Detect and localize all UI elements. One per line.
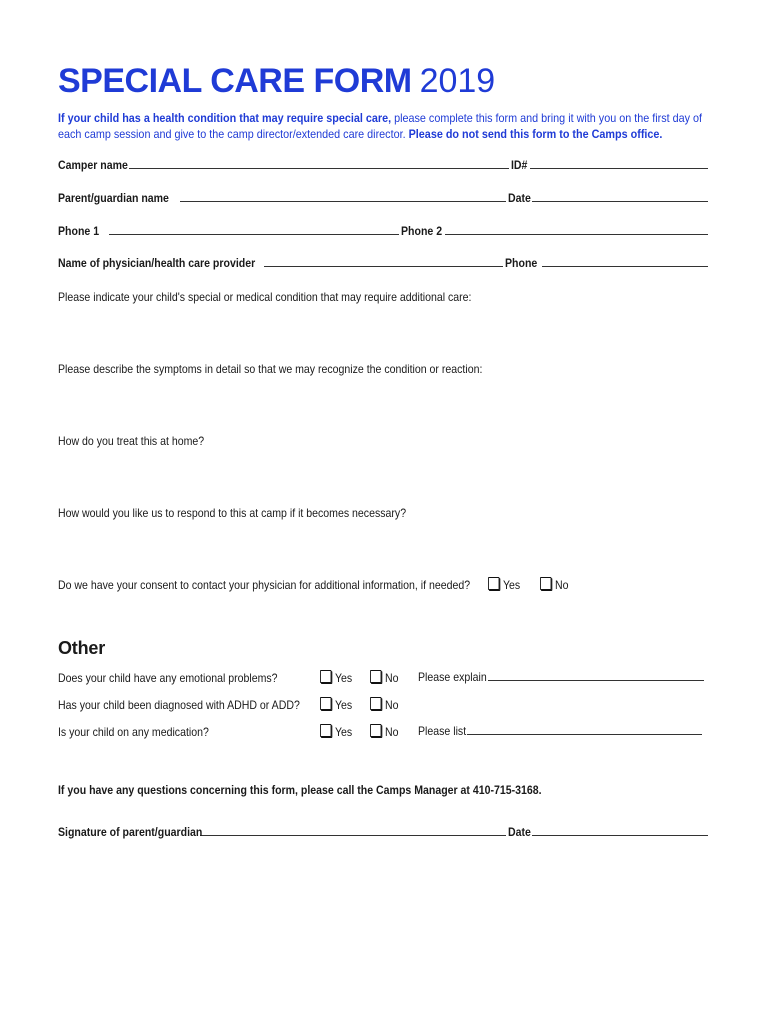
camper-name-label: Camper name [58, 158, 128, 172]
title-year: 2019 [419, 62, 496, 100]
signature-label: Signature of parent/guardian [58, 825, 203, 839]
adhd-yes-label: Yes [334, 698, 353, 712]
checkbox-icon[interactable] [320, 724, 331, 737]
date-field[interactable] [532, 201, 708, 202]
consent-yes-label: Yes [502, 578, 521, 592]
phone-row [58, 224, 710, 238]
other-heading: Other [58, 638, 106, 658]
consent-no-option[interactable] [540, 577, 568, 592]
explain-field[interactable] [488, 680, 704, 681]
parent-row [58, 191, 710, 205]
signature-date-field[interactable] [532, 835, 708, 836]
checkbox-icon[interactable] [320, 670, 331, 683]
phone1-label: Phone 1 [58, 224, 100, 238]
checkbox-icon[interactable] [488, 577, 499, 590]
question-home-treatment: How do you treat this at home? [58, 434, 205, 448]
consent-yes-option[interactable] [488, 577, 520, 592]
camper-name-field[interactable] [129, 168, 509, 169]
title-main: SPECIAL CARE FORM [58, 62, 412, 100]
phone2-field[interactable] [445, 234, 708, 235]
medication-no-label: No [384, 725, 399, 739]
question-emotional: Does your child have any emotional problems? [58, 671, 278, 685]
phone1-field[interactable] [109, 234, 399, 235]
physician-row [58, 256, 710, 270]
parent-name-field[interactable] [180, 201, 506, 202]
list-label: Please list [418, 724, 467, 738]
medication-no-option[interactable] [370, 724, 398, 739]
id-field[interactable] [530, 168, 708, 169]
physician-phone-field[interactable] [542, 266, 708, 267]
medication-yes-label: Yes [334, 725, 353, 739]
intro-bold-end: Please do not send this form to the Camps office. [405, 127, 663, 141]
intro-normal: please complete this form and bring it with you on the first day of each camp session and give to the camp director/extended care director. [58, 111, 703, 141]
adhd-no-option[interactable] [370, 697, 398, 712]
physician-label: Name of physician/health care provider [58, 256, 256, 270]
question-consent: Do we have your consent to contact your physician for additional information, if needed? [58, 578, 471, 592]
emotional-yes-label: Yes [334, 671, 353, 685]
date-label: Date [507, 191, 531, 205]
intro-text [58, 110, 718, 142]
signature-date-label: Date [507, 825, 531, 839]
page-title [58, 64, 495, 98]
checkbox-icon[interactable] [320, 697, 331, 710]
explain-row [418, 670, 706, 684]
phone2-label: Phone 2 [400, 224, 442, 238]
signature-field[interactable] [200, 835, 506, 836]
list-row [418, 724, 704, 738]
question-condition: Please indicate your child's special or medical condition that may require additional care: [58, 290, 472, 304]
question-symptoms: Please describe the symptoms in detail so that we may recognize the condition or reaction: [58, 362, 483, 376]
checkbox-icon[interactable] [370, 724, 381, 737]
signature-row [58, 825, 710, 839]
explain-label: Please explain [418, 670, 487, 684]
medication-yes-option[interactable] [320, 724, 352, 739]
physician-field[interactable] [264, 266, 503, 267]
adhd-yes-option[interactable] [320, 697, 352, 712]
intro-bold: If your child has a health condition that may require special care, [58, 111, 392, 125]
question-camp-response: How would you like us to respond to this at camp if it becomes necessary? [58, 506, 407, 520]
emotional-yes-option[interactable] [320, 670, 352, 685]
checkbox-icon[interactable] [370, 670, 381, 683]
checkbox-icon[interactable] [540, 577, 551, 590]
question-adhd: Has your child been diagnosed with ADHD or ADD? [58, 698, 300, 712]
id-label: ID# [511, 158, 528, 172]
physician-phone-label: Phone [505, 256, 538, 270]
consent-no-label: No [554, 578, 569, 592]
question-medication: Is your child on any medication? [58, 725, 209, 739]
emotional-no-option[interactable] [370, 670, 398, 685]
camper-row [58, 158, 710, 172]
checkbox-icon[interactable] [370, 697, 381, 710]
contact-note: If you have any questions concerning this form, please call the Camps Manager at 410-715-3168. [58, 783, 542, 797]
parent-name-label: Parent/guardian name [58, 191, 169, 205]
list-field[interactable] [467, 734, 702, 735]
emotional-no-label: No [384, 671, 399, 685]
adhd-no-label: No [384, 698, 399, 712]
